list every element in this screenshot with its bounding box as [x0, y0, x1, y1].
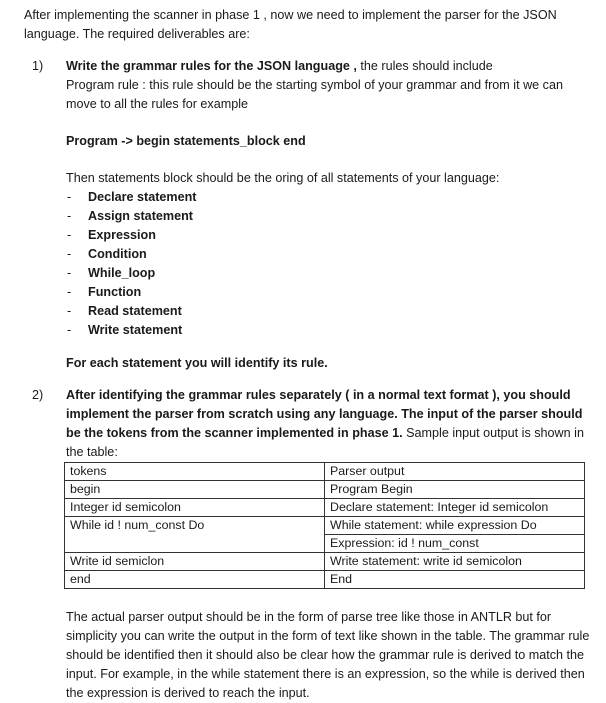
statement-rule-note: For each statement you will identify its rule. [66, 356, 328, 370]
program-rule-description: Program rule : this rule should be the starting symbol of your grammar and from it we can move to all the rules for example [66, 78, 563, 111]
intro-paragraph: After implementing the scanner in phase 1 , now we need to implement the parser for the JSON language. The required deliverables are: [24, 8, 557, 41]
table-cell: Integer id semicolon [65, 499, 325, 517]
table-cell: Expression: id ! num_const [325, 535, 585, 553]
deliverable-2-number: 2) [32, 388, 44, 402]
table-row [65, 535, 585, 553]
list-item: - Condition [66, 245, 592, 264]
table-header: tokens [65, 463, 325, 481]
io-table [64, 462, 585, 589]
table-cell: While statement: while expression Do [325, 517, 585, 535]
table-cell: end [65, 571, 325, 589]
deliverable-2 [24, 386, 592, 589]
table-header-row [65, 463, 585, 481]
table-cell: Write statement: write id semicolon [325, 553, 585, 571]
list-item: - Write statement [66, 321, 592, 340]
table-cell: Write id semiclon [65, 553, 325, 571]
deliverable-1-heading-rest: the rules should include [356, 59, 493, 73]
table-row [65, 481, 585, 499]
table-row [65, 517, 585, 535]
statement-list [66, 188, 592, 340]
list-item: - Assign statement [66, 207, 592, 226]
deliverable-1-number: 1) [32, 59, 44, 73]
deliverable-2-text-rest: Sample input output is shown in the table: [66, 426, 584, 459]
statements-intro: Then statements block should be the oring of all statements of your language: [66, 171, 500, 185]
table-header: Parser output [325, 463, 585, 481]
deliverable-2-text [66, 386, 592, 462]
deliverable-1-heading-bold: Write the grammar rules for the JSON language , [66, 59, 357, 73]
table-row [65, 571, 585, 589]
table-cell: Declare statement: Integer id semicolon [325, 499, 585, 517]
list-item: - Expression [66, 226, 592, 245]
table-cell: While id ! num_const Do [65, 517, 325, 535]
closing-paragraph: The actual parser output should be in the form of parse tree like those in ANTLR but for simplicity you can write the output in the form of text like shown in the table. The grammar rule should be identified then it should also be clear how the grammar rule is derived to match the input. For example, in the while statement there is an expression, so the while is derived then the expression is derived to reach the input. [66, 610, 590, 700]
table-cell [65, 535, 325, 553]
table-cell: begin [65, 481, 325, 499]
deliverable-2-text-bold: After identifying the grammar rules separately ( in a normal text format ), you should implement the parser from scratch using any language. The input of the parser should be the tokens from the scanner implemented in phase 1. [66, 388, 583, 440]
list-item: - Function [66, 283, 592, 302]
list-item: - While_loop [66, 264, 592, 283]
table-cell: Program Begin [325, 481, 585, 499]
table-row [65, 499, 585, 517]
list-item: - Declare statement [66, 188, 592, 207]
deliverable-1-heading [66, 57, 592, 76]
document-body [24, 6, 592, 703]
list-item: - Read statement [66, 302, 592, 321]
deliverable-1 [24, 57, 592, 373]
program-rule: Program -> begin statements_block end [66, 134, 306, 148]
table-cell: End [325, 571, 585, 589]
table-row [65, 553, 585, 571]
